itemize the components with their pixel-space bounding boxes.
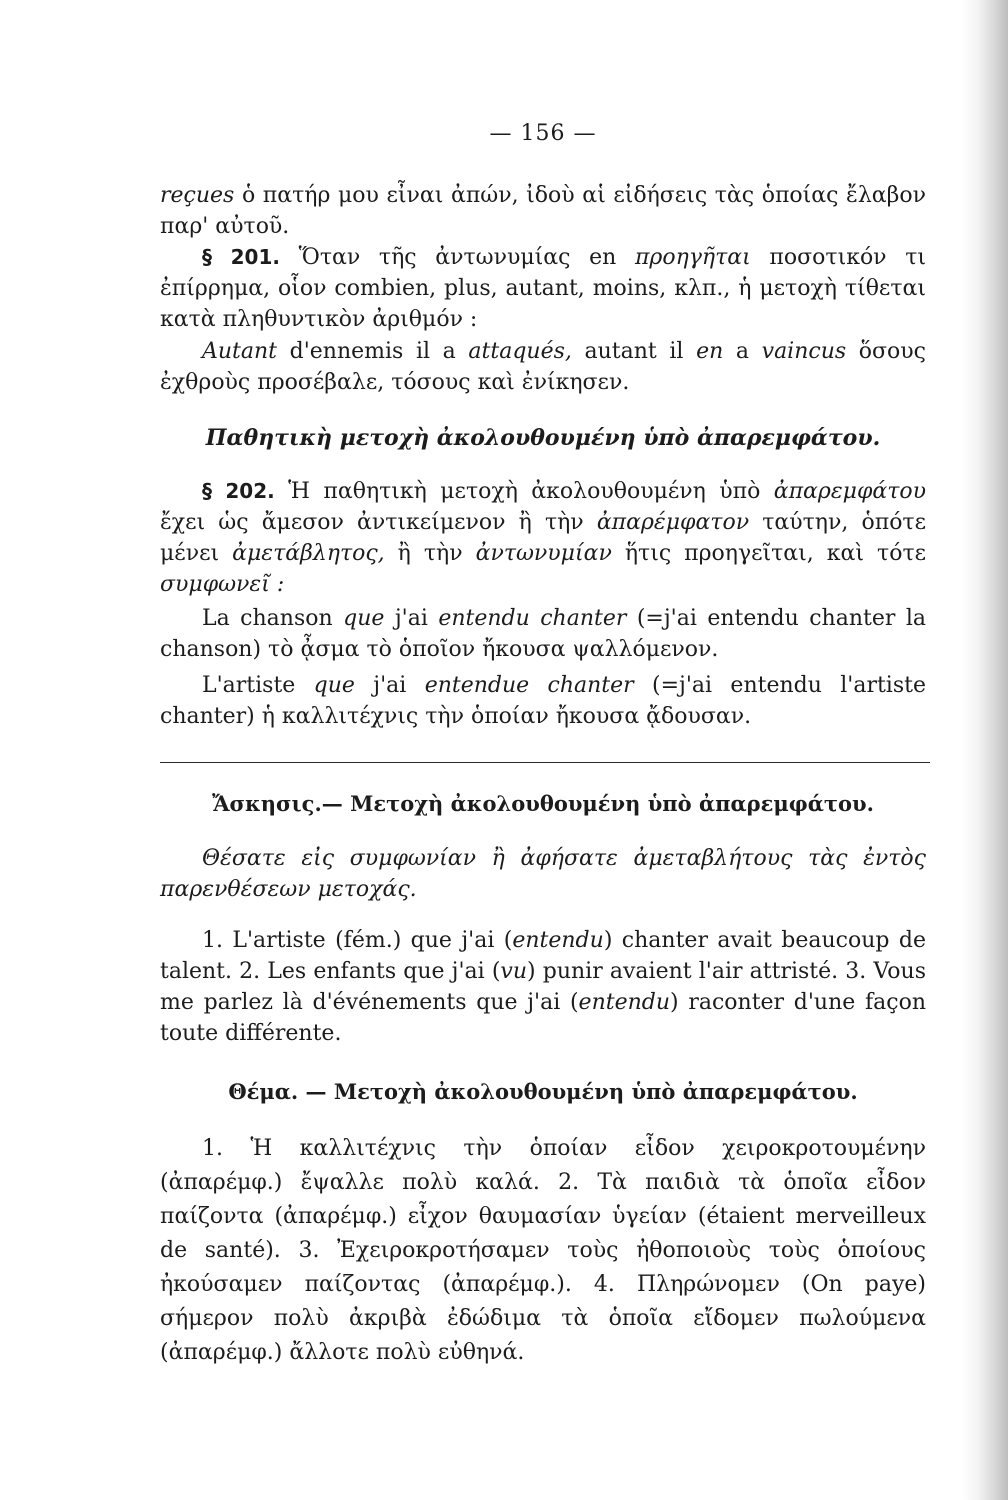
s202-text-2: ἔχει ὡς ἄμεσον ἀντικείμενον ἢ τὴν xyxy=(160,510,597,535)
exercise-instruction: Θέσατε εἰς συμφωνίαν ἢ ἀφήσατε ἀμεταβλήτους τὰς ἐντὸς παρενθέσεων μετοχάς. xyxy=(160,846,926,902)
s202-text-3: ταύτην, ὁπότε μένει xyxy=(160,510,927,566)
s201-italic-1: προηγῆται xyxy=(634,245,751,270)
exercise-text-4: ) raconter d'une façon toute différente. xyxy=(160,990,926,1046)
s202-italic-5: συμφωνεῖ : xyxy=(160,572,285,597)
ex201-italic-4: vaincus xyxy=(761,339,847,364)
s201-text-1: Ὅταν τῆς ἀντωνυμίας en xyxy=(279,245,635,270)
section-number-202: § 202. xyxy=(202,479,275,503)
word-reçues: reçues xyxy=(160,183,235,208)
ex202a-italic-2: entendu chanter xyxy=(438,606,627,631)
heading-theme: Θέμα. — Μετοχὴ ἀκολουθουμένη ὑπὸ ἀπαρεμφάτου. xyxy=(228,1079,858,1104)
ex201-text-4: ὅσους ἐχθροὺς προσέβαλε, τόσους καὶ ἐνίκησεν. xyxy=(160,339,926,395)
s202-italic-4: ἀντωνυμίαν xyxy=(475,541,612,566)
exercise-italic-2: vu xyxy=(500,959,528,984)
page-edge-shadow xyxy=(962,0,1008,1500)
ex202a-text-3: (=j'ai entendu chanter la chanson) τὸ ᾆσμα τὸ ὁποῖον ἤκουσα ψαλλόμενον. xyxy=(160,606,926,662)
s202-text-5: ἥτις προηγεῖται, καὶ τότε xyxy=(611,541,927,566)
continuation-text: ὁ πατήρ μου εἶναι ἀπών, ἰδοὺ αἱ εἰδήσεις τὰς ὁποίας ἔλαβον παρ' αὐτοῦ. xyxy=(160,183,926,239)
ex202b-italic-2: entendue chanter xyxy=(424,673,634,698)
ex202b-italic-1: que xyxy=(313,673,355,698)
page-number: — 156 — xyxy=(489,121,597,146)
ex201-text-1: d'ennemis il a xyxy=(277,339,469,364)
ex202b-text-2: j'ai xyxy=(354,673,425,698)
ex201-italic-3: en xyxy=(696,339,724,364)
exercise-text-2: ) chanter avait beaucoup de talent. 2. Les enfants que j'ai ( xyxy=(160,928,926,984)
s202-text-4: ἢ τὴν xyxy=(384,541,476,566)
theme-text: 1. Ἡ καλλιτέχνις τὴν ὁποίαν εἶδον χειροκροτουμένην (ἀπαρέμφ.) ἔψαλλε πολὺ καλά. 2. Τὰ παιδιὰ τὰ ὁποῖα εἶδον παίζοντα (ἀπαρέμφ.) εἶχον θαυμασίαν ὑγείαν (étaient merveilleux de santé). 3. Ἐχειροκροτήσαμεν τοὺς ἠθοποιοὺς τοὺς ὁποίους ἠκούσαμεν παίζοντας (ἀπαρέμφ.). 4. Πληρώνομεν (On paye) σήμερον πολὺ ἀκριβὰ ἐδώδιμα τὰ ὁποῖα εἴδομεν πωλούμενα (ἀπαρέμφ.) ἄλλοτε πολὺ εὐθηνά. xyxy=(160,1136,926,1365)
ex202b-text-3: (=j'ai entendu l'artiste chanter) ἡ καλλιτέχνις τὴν ὁποίαν ἤκουσα ᾄδουσαν. xyxy=(160,673,926,729)
ex201-italic-1: Autant xyxy=(202,339,278,364)
section-202 xyxy=(160,476,926,600)
heading-passive-participle: Παθητικὴ μετοχὴ ἀκολουθουμένη ὑπὸ ἀπαρεμφάτου. xyxy=(205,425,881,451)
exercise-italic-1: entendu xyxy=(512,928,604,953)
ex202b-text-1: L'artiste xyxy=(202,673,314,698)
s202-italic-3: ἀμετάβλητος, xyxy=(232,541,385,566)
section-201 xyxy=(160,242,926,335)
s201-text-2: ποσοτικόν τι ἐπίρρημα, οἷον combien, plus, autant, moins, κλπ., ἡ μετοχὴ τίθεται κατὰ πληθυντικὸν ἀριθμόν : xyxy=(160,245,927,332)
ex201-text-2: autant il xyxy=(571,339,697,364)
exercise-italic-3: entendu xyxy=(578,990,671,1015)
ex202a-text-2: j'ai xyxy=(384,606,439,631)
example-202-artiste xyxy=(160,670,926,732)
s202-text-1: Ἡ παθητικὴ μετοχὴ ἀκολουθουμένη ὑπὸ xyxy=(274,479,774,504)
s202-italic-2: ἀπαρέμφατον xyxy=(596,510,750,535)
section-divider xyxy=(160,762,930,763)
exercise-text-3: ) punir avaient l'air attristé. 3. Vous me parlez là d'événements que j'ai ( xyxy=(160,959,926,1015)
example-201 xyxy=(160,336,926,398)
ex202a-italic-1: que xyxy=(343,606,385,631)
heading-exercise: Ἄσκησις.— Μετοχὴ ἀκολουθουμένη ὑπὸ ἀπαρεμφάτου. xyxy=(212,791,874,816)
exercise-text-1: 1. L'artiste (fém.) que j'ai ( xyxy=(202,928,513,953)
paragraph-continuation xyxy=(160,180,926,242)
ex201-text-3: a xyxy=(723,339,762,364)
s202-italic-1: ἀπαρεμφάτου xyxy=(773,479,926,504)
example-202-chanson xyxy=(160,603,926,665)
ex201-italic-2: attaqués, xyxy=(468,339,572,364)
ex202a-text-1: La chanson xyxy=(202,606,344,631)
exercise-text xyxy=(160,925,926,1049)
section-number-201: § 201. xyxy=(202,245,280,269)
